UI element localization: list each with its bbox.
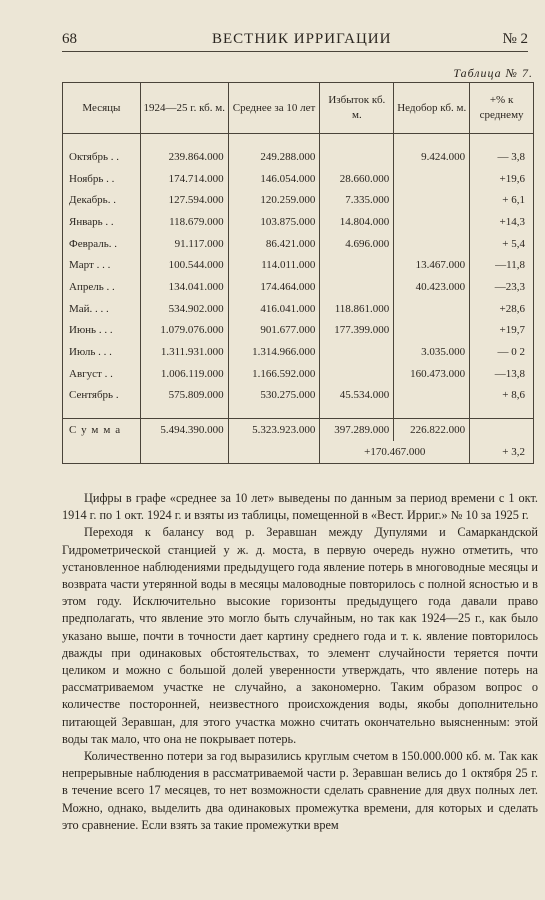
- page-header: [62, 29, 528, 52]
- table-cell: 103.875.000: [228, 211, 320, 233]
- table-cell: [320, 341, 394, 363]
- table-cell: 100.544.000: [140, 254, 228, 276]
- table-cell: +14,3: [470, 211, 534, 233]
- table-cell: —11,8: [470, 254, 534, 276]
- table-cell: 13.467.000: [394, 254, 470, 276]
- table-row: [63, 385, 534, 407]
- table-cell: 1.166.592.000: [228, 363, 320, 385]
- table-cell: 249.288.000: [228, 146, 320, 168]
- table-cell: 91.117.000: [140, 233, 228, 255]
- table-cell: [394, 320, 470, 342]
- table-cell: 416.041.000: [228, 298, 320, 320]
- column-header: Недобор кб. м.: [394, 83, 470, 134]
- table-row: [63, 146, 534, 168]
- table-cell: 1.079.076.000: [140, 320, 228, 342]
- table-cell: — 0 2: [470, 341, 534, 363]
- table-cell: Июль . . .: [63, 341, 141, 363]
- table-row: [63, 211, 534, 233]
- paragraph: Количественно потери за год выразились круглым счетом в 150.000.000 кб. м. Так как непрерывные наблюдения в рассматриваемой части р. Зеравшан велись до 1 октября 25 г. в течение всего 17 месяцев, то нет возможности сделать сравнение для двух полных лет. Можно, однако, выделить два одинаковых промежутка времени, для которых и сделать это сравнение. Если взять за такие промежутки врем: [62, 749, 538, 832]
- table-cell: 397.289.000: [320, 419, 394, 441]
- table-cell: 14.804.000: [320, 211, 394, 233]
- table-cell: + 5,4: [470, 233, 534, 255]
- table-caption: Таблица № 7.: [453, 66, 533, 80]
- table-cell: 28.660.000: [320, 168, 394, 190]
- table-cell: [228, 441, 320, 463]
- table-cell: 4.696.000: [320, 233, 394, 255]
- table-cell: 1.314.966.000: [228, 341, 320, 363]
- table-cell: —23,3: [470, 276, 534, 298]
- table-cell: + 6,1: [470, 189, 534, 211]
- body-text: [62, 490, 538, 834]
- table-cell: +19,7: [470, 320, 534, 342]
- table-cell: 118.679.000: [140, 211, 228, 233]
- table-cell: — 3,8: [470, 146, 534, 168]
- table-row: [63, 168, 534, 190]
- table-row: [63, 254, 534, 276]
- net-row: [63, 441, 534, 463]
- table-cell: 174.464.000: [228, 276, 320, 298]
- sum-row: [63, 419, 534, 441]
- journal-title: ВЕСТНИК ИРРИГАЦИИ: [212, 31, 392, 47]
- table-cell: [394, 233, 470, 255]
- column-header: Избыток кб. м.: [320, 83, 394, 134]
- table-cell: [320, 276, 394, 298]
- table-cell: Июнь . . .: [63, 320, 141, 342]
- table-cell: 901.677.000: [228, 320, 320, 342]
- table-cell: Январь . .: [63, 211, 141, 233]
- table-row: [63, 276, 534, 298]
- table-cell: [394, 189, 470, 211]
- table-cell: 5.323.923.000: [228, 419, 320, 441]
- table-row: [63, 233, 534, 255]
- table-cell: [394, 211, 470, 233]
- table-cell: 534.902.000: [140, 298, 228, 320]
- column-header: 1924—25 г. кб. м.: [140, 83, 228, 134]
- column-header: Месяцы: [63, 83, 141, 134]
- table-cell: 86.421.000: [228, 233, 320, 255]
- data-table: [62, 82, 534, 464]
- column-header: Среднее за 10 лет: [228, 83, 320, 134]
- table-row: [63, 341, 534, 363]
- table-cell: Декабрь. .: [63, 189, 141, 211]
- table-cell: 9.424.000: [394, 146, 470, 168]
- table-cell: [394, 298, 470, 320]
- table-cell: Март . . .: [63, 254, 141, 276]
- table-cell: 40.423.000: [394, 276, 470, 298]
- table-cell: —13,8: [470, 363, 534, 385]
- table-cell: Октябрь . .: [63, 146, 141, 168]
- table-cell: 177.399.000: [320, 320, 394, 342]
- paragraph: Переходя к балансу вод р. Зеравшан между Дупулями и Самаркандской Гидрометрической станцией у ж. д. моста, в первую очередь нужно отметить, что установленное наблюдениями предыдущего года явление потерь в многоводные месяцы и возврата части утерянной воды в месяцы маловодные повторилось с полной ясностью и в этом году. Исключительно высокие горизонты предыдущего года давали право предполагать, что явление это могло быть случайным, но так как 1924—25 г., как было указано выше, почти в точности дает картину среднего года и т. к. явление повторилось дважды при одинаковых обстоятельствах, то элемент случайности теряется почти целиком и можно с большой долей уверенности утверждать, что явление потерь на рассматриваемом участке не случайно, а закономерно. Таким образом вопрос о количестве посторонней, неизвестного происхождения воды, якобы дополнительно питающей Зеравшан, для этого участка можно считать окончательно выясненным: этой воды так мало, что она не покрывает потерь.: [62, 525, 538, 746]
- table-cell: [394, 168, 470, 190]
- table-cell: 226.822.000: [394, 419, 470, 441]
- table-cell: +28,6: [470, 298, 534, 320]
- table-cell: 120.259.000: [228, 189, 320, 211]
- table-cell: 146.054.000: [228, 168, 320, 190]
- net-total: +170.467.000: [320, 441, 470, 463]
- table-cell: 1.311.931.000: [140, 341, 228, 363]
- table-row: [63, 320, 534, 342]
- table-cell: 575.809.000: [140, 385, 228, 407]
- table-cell: Ноябрь . .: [63, 168, 141, 190]
- table-cell: [320, 254, 394, 276]
- page-number: 68: [62, 31, 77, 47]
- table-cell: Апрель . .: [63, 276, 141, 298]
- paragraph: Цифры в графе «среднее за 10 лет» выведены по данным за период времени с 1 окт. 1914 г. по 1 окт. 1924 г. и взяты из таблицы, помещенной в «Вест. Ирриг.» № 10 за 1925 г.: [62, 491, 538, 523]
- table-cell: Август . .: [63, 363, 141, 385]
- table-cell: 5.494.390.000: [140, 419, 228, 441]
- table-cell: [140, 441, 228, 463]
- table-cell: 3.035.000: [394, 341, 470, 363]
- table-cell: + 3,2: [470, 441, 534, 463]
- table-cell: Май. . . .: [63, 298, 141, 320]
- table-cell: 174.714.000: [140, 168, 228, 190]
- table-cell: 7.335.000: [320, 189, 394, 211]
- table-cell: [394, 385, 470, 407]
- column-header: +% к среднему: [470, 83, 534, 134]
- table-cell: 1.006.119.000: [140, 363, 228, 385]
- table-cell: Сентябрь .: [63, 385, 141, 407]
- table-cell: 127.594.000: [140, 189, 228, 211]
- table-cell: 134.041.000: [140, 276, 228, 298]
- table-cell: Февраль. .: [63, 233, 141, 255]
- table-row: [63, 298, 534, 320]
- issue-number: № 2: [502, 31, 528, 47]
- table-cell: 45.534.000: [320, 385, 394, 407]
- table-cell: + 8,6: [470, 385, 534, 407]
- table-row: [63, 189, 534, 211]
- table-cell: [320, 363, 394, 385]
- table-cell: 530.275.000: [228, 385, 320, 407]
- table-cell: 114.011.000: [228, 254, 320, 276]
- table-cell: 239.864.000: [140, 146, 228, 168]
- table-cell: +19,6: [470, 168, 534, 190]
- table-cell: [63, 441, 141, 463]
- table-cell: [320, 146, 394, 168]
- table-cell: [470, 419, 534, 441]
- table-cell: Сумма: [63, 419, 141, 441]
- table-cell: 160.473.000: [394, 363, 470, 385]
- table-row: [63, 363, 534, 385]
- table-cell: 118.861.000: [320, 298, 394, 320]
